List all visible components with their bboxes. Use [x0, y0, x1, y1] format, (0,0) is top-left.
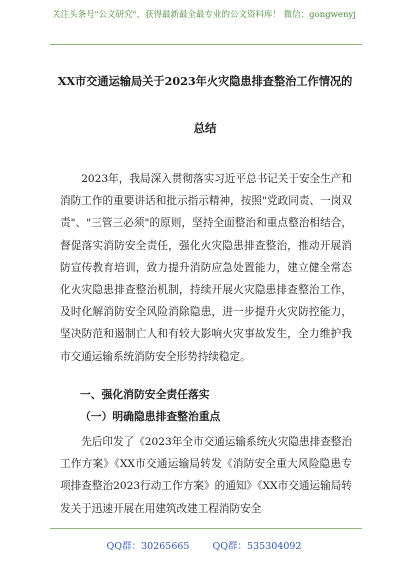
footer [0, 538, 408, 552]
intro-paragraph-block [60, 168, 352, 368]
footer-qq-group-2: QQ群：535304092 [212, 541, 302, 552]
subsection-heading: （一）明确隐患排查整治重点 [80, 410, 221, 423]
subsection-paragraph: 先后印发了《2023年全市交通运输系统火灾隐患排查整治工作方案》《XX市交通运输局转发《消防安全重大风险隐患专项排查整治2023行动工作方案》的通知》《XX市交通运输局转发关于迅速开展在用建筑改建工程消防安全 [60, 436, 352, 515]
footer-qq-group-1: QQ群：30265665 [106, 541, 190, 552]
subsection-paragraph-block [60, 431, 352, 520]
header-banner: 关注头条号"公文研究"，获得最新最全最专业的公文资料库！ 微信：gongwenyj [52, 10, 356, 20]
footer-divider [50, 528, 362, 529]
section-heading: 一、强化消防安全责任落实 [80, 388, 210, 401]
header-divider [50, 44, 362, 45]
intro-paragraph: 2023年，我局深入贯彻落实习近平总书记关于安全生产和消防工作的重要讲话和批示指示精神，按照"党政同责、一岗双责"、"三管三必须"的原则，坚持全面整治和重点整治相结合，督促落实消防安全责任，强化火灾隐患排查整治，推动开展消防宣传教育培训，致力提升消防应急处置能力，建立健全常态化火灾隐患排查整治机制，持续开展火灾隐患排查整治工作，及时化解消防安全风险消除隐患，进一步提升火灾防控能力，坚决防范和遏制亡人和有较大影响火灾事故发生，全力维护我市交通运输系统消防安全形势持续稳定。 [60, 173, 352, 363]
document-title-line2: 总结 [193, 121, 217, 135]
document-title-line1: XX市交通运输局关于2023年火灾隐患排查整治工作情况的 [57, 74, 353, 88]
